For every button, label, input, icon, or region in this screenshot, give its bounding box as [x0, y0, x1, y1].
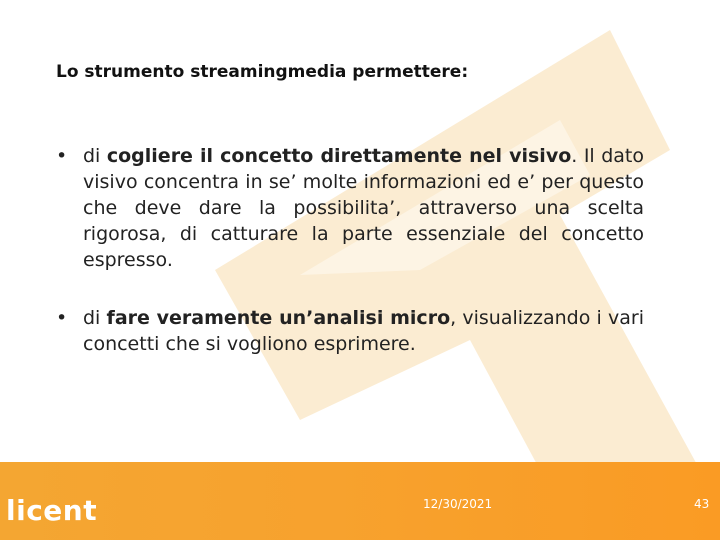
footer-logo: licent [6, 494, 98, 527]
bullet-marker: • [56, 307, 68, 329]
slide-title: Lo strumento streamingmedia permettere: [56, 62, 469, 82]
bullet-list [56, 143, 644, 357]
bullet-text: , visualizzando i vari concetti che si vogliono esprimere. [83, 307, 644, 355]
bullet-item [56, 305, 644, 357]
page-number: 43 [694, 497, 710, 511]
bullet-bold-text: fare veramente un’analisi micro [106, 307, 451, 329]
bullet-item [56, 143, 644, 273]
bullet-text: di [83, 307, 107, 329]
footer-bar [0, 462, 720, 540]
bullet-bold-text: cogliere il concetto direttamente nel visivo [106, 145, 572, 167]
footer-date: 12/30/2021 [423, 497, 493, 511]
bullet-text: . Il dato visivo concentra in se’ molte informazioni ed e’ per questo che deve dare la possibilita’, attraverso una scelta rigorosa, di catturare la parte essenziale del concetto espresso. [83, 145, 644, 271]
bullet-marker: • [56, 145, 68, 167]
bullet-text: di [83, 145, 107, 167]
